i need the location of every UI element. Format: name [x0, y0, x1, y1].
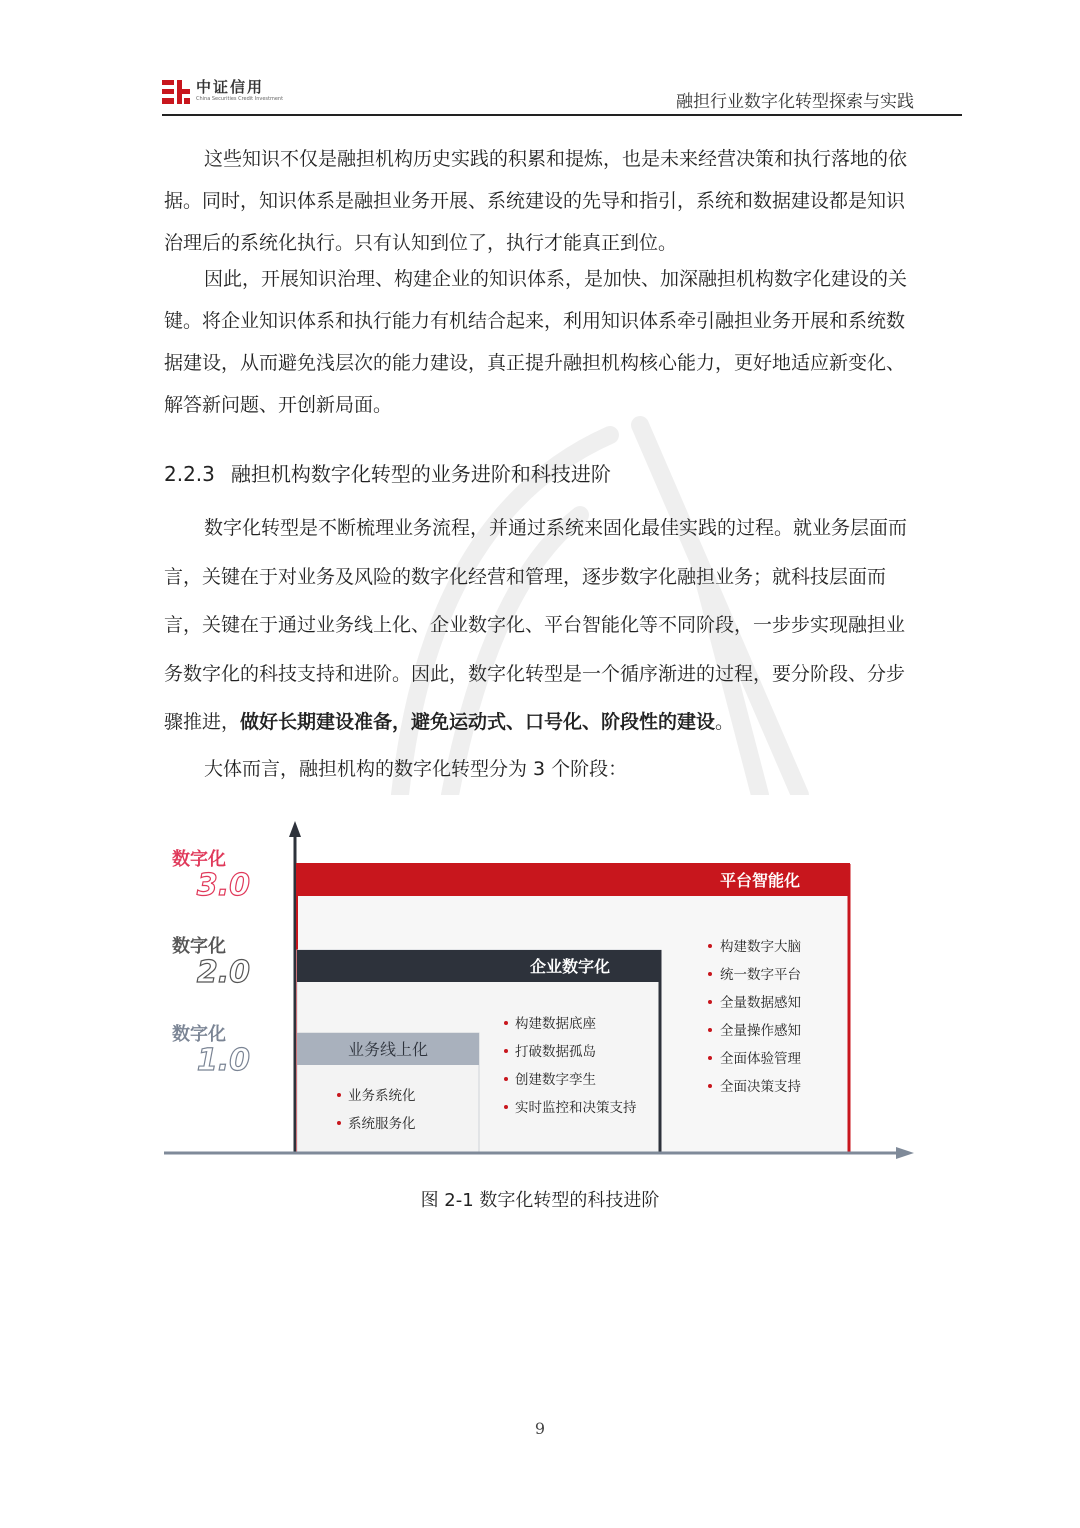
company-logo — [162, 76, 282, 110]
section-number: 2.2.3 — [164, 462, 215, 486]
level2-label: 数字化 — [172, 936, 226, 957]
paragraph-transformation-process — [164, 504, 920, 747]
document-title: 融担行业数字化转型探索与实践 — [676, 92, 914, 112]
logo-chinese-name: 中证信用 — [196, 78, 265, 96]
bullet-icon — [708, 1028, 712, 1032]
stage2-item: 打破数据孤岛 — [515, 1044, 596, 1060]
stage2-item: 实时监控和决策支持 — [515, 1100, 637, 1116]
level1-label: 数字化 — [172, 1024, 226, 1045]
stage1-item: 系统服务化 — [348, 1116, 416, 1132]
bullet-icon — [708, 972, 712, 976]
stage3-item: 全面决策支持 — [720, 1079, 801, 1095]
stage3-item: 全量数据感知 — [720, 995, 801, 1011]
stage1-item: 业务系统化 — [348, 1088, 416, 1104]
level2-version: 2.0 — [196, 955, 250, 990]
stage2-title: 企业数字化 — [529, 957, 611, 976]
paragraph-knowledge-role: 这些知识不仅是融担机构历史实践的积累和提炼，也是未来经营决策和执行落地的依据。同时，知识体系是融担业务开展、系统建设的先导和指引，系统和数据建设都是知识治理后的系统化执行。只有认知到位了，执行才能真正到位。 — [164, 148, 908, 254]
stage-diagram — [160, 815, 920, 1165]
bullet-icon — [708, 1056, 712, 1060]
bullet-icon — [337, 1093, 341, 1097]
bullet-icon — [708, 1000, 712, 1004]
bullet-icon — [504, 1049, 508, 1053]
bullet-icon — [708, 1084, 712, 1088]
bullet-icon — [504, 1105, 508, 1109]
paragraph-three-stages: 大体而言，融担机构的数字化转型分为 3 个阶段： — [204, 758, 628, 780]
logo-mark-icon — [162, 78, 190, 106]
level1-version: 1.0 — [196, 1043, 250, 1078]
level3-version: 3.0 — [196, 868, 250, 903]
figure-caption: 图 2-1 数字化转型的科技进阶 — [420, 1190, 660, 1211]
stage2-item: 创建数字孪生 — [515, 1072, 596, 1088]
paragraph-emphasis: 做好长期建设准备，避免运动式、口号化、阶段性的建设 — [240, 711, 716, 734]
stage3-item: 全量操作感知 — [720, 1023, 801, 1039]
bullet-icon — [504, 1077, 508, 1081]
section-title: 融担机构数字化转型的业务进阶和科技进阶 — [230, 462, 611, 486]
bullet-icon — [337, 1121, 341, 1125]
y-axis-arrow-icon — [289, 821, 301, 837]
stage3-item: 全面体验管理 — [720, 1051, 801, 1067]
paragraph-text: 数字化转型是不断梳理业务流程，并通过系统来固化最佳实践的过程。就业务层面而言，关键在于对业务及风险的数字化经营和管理，逐步数字化融担业务；就科技层面而言，关键在于通过业务线上化、企业数字化、平台智能化等不同阶段，一步步实现融担业务数字化的科技支持和进阶。因此，数字化转型是一个循序渐进的过程，要分阶段、分步骤推进， — [164, 517, 908, 734]
bullet-icon — [504, 1021, 508, 1025]
stage3-item: 统一数字平台 — [720, 967, 801, 983]
paragraph-knowledge-governance: 因此，开展知识治理、构建企业的知识体系，是加快、加深融担机构数字化建设的关键。将企业知识体系和执行能力有机结合起来，利用知识体系牵引融担业务开展和系统数据建设，从而避免浅层次的能力建设，真正提升融担机构核心能力，更好地适应新变化、解答新问题、开创新局面。 — [164, 268, 908, 416]
level3-label: 数字化 — [172, 849, 226, 870]
section-heading — [164, 458, 611, 487]
stage3-title: 平台智能化 — [719, 871, 801, 890]
logo-english-name: China Securities Credit Investment — [196, 96, 284, 102]
page-header — [162, 72, 962, 116]
stage3-item: 构建数字大脑 — [720, 939, 801, 955]
x-axis-arrow-icon — [896, 1147, 914, 1159]
page-number: 9 — [534, 1419, 546, 1438]
stage1-title: 业务线上化 — [347, 1040, 429, 1059]
stage2-item: 构建数据底座 — [515, 1016, 596, 1032]
bullet-icon — [708, 944, 712, 948]
paragraph-end: 。 — [715, 711, 735, 734]
